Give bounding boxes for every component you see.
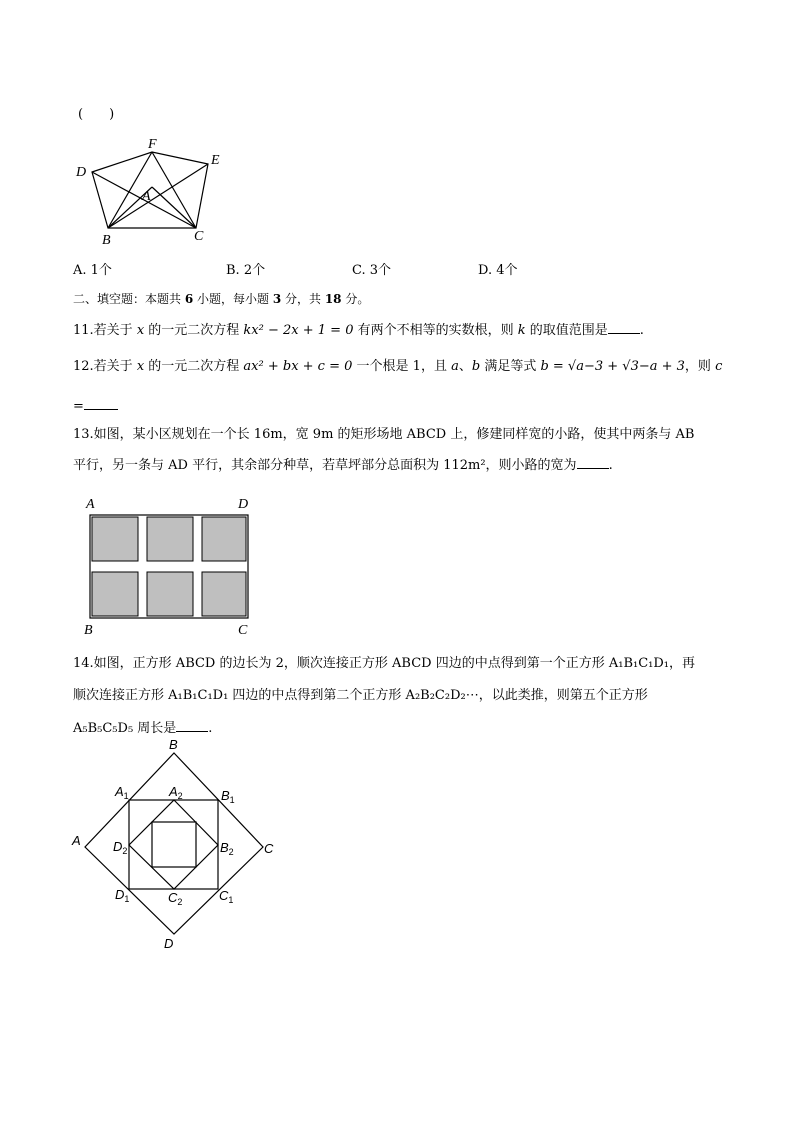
nested-squares-figure [62, 738, 292, 954]
rectangle-lawn-figure [80, 490, 265, 642]
label-a1: $A_1$ [115, 784, 129, 801]
answer-paren: ( ) [78, 107, 115, 122]
answer-blank-13[interactable] [577, 456, 609, 469]
square-abcd [85, 753, 263, 934]
label-c1: $C_1$ [219, 888, 234, 905]
option-d: D. 4个 [478, 263, 518, 278]
label-b2: $B_2$ [220, 840, 234, 857]
label-a: A [86, 497, 95, 512]
square-a3b3c3d3 [152, 822, 196, 867]
label-b: B [84, 623, 93, 638]
lawn-plot [202, 517, 246, 561]
question-11: 11.若关于 x 的一元二次方程 kx² − 2x + 1 = 0 有两个不相等的实数根，则 k 的取值范围是 . [73, 323, 644, 338]
answer-blank-11[interactable] [608, 321, 640, 334]
label-c2: $C_2$ [168, 890, 183, 907]
option-c: C. 3个 [352, 263, 392, 278]
label-d: D [238, 497, 249, 512]
label-a2: $A_2$ [169, 784, 183, 801]
answer-blank-12[interactable] [84, 397, 118, 410]
question-14-line3: A₅B₅C₅D₅ 周长是 . [73, 721, 213, 736]
label-e: E [211, 153, 220, 168]
label-b1: $B_1$ [221, 788, 235, 805]
lawn-plot [92, 517, 138, 561]
question-13-line2: 平行，另一条与 AD 平行，其余部分种草，若草坪部分总面积为 112m²，则小路的宽为 . [73, 458, 613, 473]
question-14-line2: 顺次连接正方形 A₁B₁C₁D₁ 四边的中点得到第二个正方形 A₂B₂C₂D₂⋯，以此类推，则第五个正方形 [73, 688, 648, 703]
segment-eb [108, 164, 208, 228]
label-c: C [194, 229, 204, 244]
question-12-answer: = [73, 397, 118, 416]
label-d2: $D_2$ [113, 839, 128, 856]
question-12: 12.若关于 x 的一元二次方程 ax² + bx + c = 0 一个根是 1，且 a、b 满足等式 b = √a−3 + √3−a + 3，则 c [73, 359, 723, 374]
label-d: D [164, 936, 174, 951]
lawn-plot [92, 572, 138, 616]
label-c: C [238, 623, 248, 638]
square-a1b1c1d1 [129, 800, 218, 889]
question-13-line1: 13.如图，某小区规划在一个长 16m，宽 9m 的矩形场地 ABCD 上，修建同样宽的小路，使其中两条与 AB [73, 427, 695, 442]
label-a: A [72, 833, 81, 848]
label-d1: $D_1$ [115, 887, 130, 904]
label-b: B [169, 738, 178, 752]
label-c: C [264, 841, 274, 856]
label-f: F [148, 137, 157, 152]
section-heading: 二、填空题：本题共 6 小题，每小题 3 分，共 18 分。 [73, 292, 370, 306]
pentagon-figure [70, 132, 240, 250]
option-a: A. 1个 [73, 263, 112, 278]
label-d: D [76, 165, 87, 180]
answer-blank-14[interactable] [176, 719, 208, 732]
lawn-plot [147, 572, 193, 616]
lawn-plot [202, 572, 246, 616]
question-14-line1: 14.如图，正方形 ABCD 的边长为 2，顺次连接正方形 ABCD 四边的中点得到第一个正方形 A₁B₁C₁D₁，再 [73, 656, 696, 671]
option-b: B. 2个 [226, 263, 266, 278]
square-a2b2c2d2 [129, 800, 218, 889]
lawn-plot [147, 517, 193, 561]
label-b: B [102, 233, 111, 248]
label-a: A [142, 189, 151, 204]
